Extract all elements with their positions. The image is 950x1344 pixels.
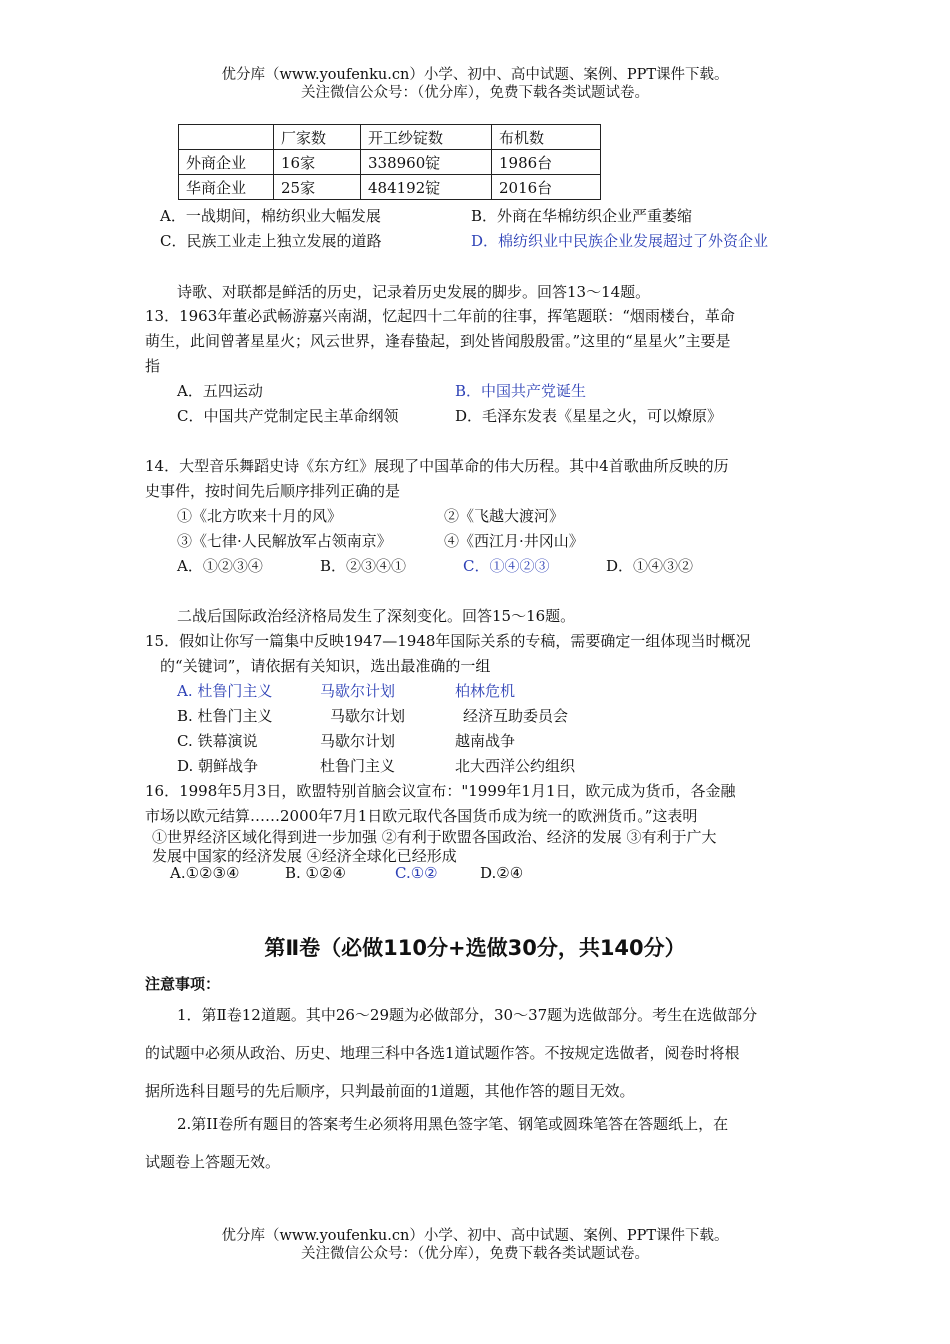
q14-option-d: D．①④③② [606,557,694,575]
header-line-1: 优分库（www.youfenku.cn）小学、初中、高中试题、案例、PPT课件下载。 [221,67,729,83]
notice-1-line-2: 的试题中必须从政治、历史、地理三科中各选1道试题作答。不按规定选做者，阅卷时将根 [145,1044,740,1062]
factory-comparison-table [178,124,601,200]
q15-option-d-term-1: D. 朝鲜战争 [177,757,259,775]
notice-2-line-2: 试题卷上答题无效。 [145,1153,281,1171]
q14-song-3: ③《七律·人民解放军占领南京》 [177,532,392,550]
q13-stem-line-3: 指 [145,357,161,375]
q13-option-d: D．毛泽东发表《星星之火，可以燎原》 [455,407,723,425]
table-cell: 华商企业 [179,175,274,200]
q14-song-1: ①《北方吹来十月的风》 [177,507,343,525]
q16-option-b: B. ①②④ [285,864,346,882]
q15-stem-line-2: 的“关键词”，请依据有关知识，选出最准确的一组 [160,657,491,675]
q14-stem-line-1: 14．大型音乐舞蹈史诗《东方红》展现了中国革命的伟大历程。其中4首歌曲所反映的历 [145,457,729,475]
notice-1-line-1: 1．第Ⅱ卷12道题。其中26～29题为必做部分，30～37题为选做部分。考生在选做部分 [177,1006,758,1024]
table-header-cell: 厂家数 [274,125,361,150]
q14-option-c-answer: C．①④②③ [463,557,550,575]
q16-option-a: A.①②③④ [170,864,240,882]
table-row [179,150,601,175]
q15-option-b-term-3: 经济互助委员会 [463,707,569,725]
q15-option-c-term-3: 越南战争 [455,732,516,750]
table-header-cell [179,125,274,150]
q14-stem-line-2: 史事件，按时间先后顺序排列正确的是 [145,482,401,500]
q14-song-4: ④《西江月·井冈山》 [444,532,584,550]
q15-option-a-term-1-answer: A. 杜鲁门主义 [177,682,273,700]
footer-line-2: 关注微信公众号：（优分库），免费下载各类试题试卷。 [301,1246,649,1262]
table-cell: 16家 [274,150,361,175]
q14-song-2: ②《飞越大渡河》 [444,507,565,525]
q15-option-d-term-2: 杜鲁门主义 [320,757,396,775]
table-cell: 1986台 [492,150,601,175]
q15-stem-line-1: 15．假如让你写一篇集中反映1947—1948年国际关系的专稿，需要确定一组体现当时概况 [145,632,751,650]
q13-option-a: A．五四运动 [177,382,263,400]
table-row [179,175,601,200]
q13-stem-line-2: 萌生，此间曾著星星火；风云世界，逢春蛰起，到处皆闻殷殷雷。”这里的“星星火”主要是 [145,332,731,350]
intro-15-16: 二战后国际政治经济格局发生了深刻变化。回答15～16题。 [177,607,576,625]
q12-option-c: C．民族工业走上独立发展的道路 [160,232,382,250]
notice-heading: 注意事项： [145,975,221,993]
q13-option-b-answer: B．中国共产党诞生 [455,382,587,400]
q15-option-c-term-2: 马歇尔计划 [320,732,396,750]
q14-option-b: B．②③④① [320,557,407,575]
table-header-cell: 开工纱锭数 [361,125,492,150]
q12-option-b: B．外商在华棉纺织企业严重萎缩 [471,207,693,225]
q16-stem-line-4: 发展中国家的经济发展 ④经济全球化已经形成 [152,847,457,865]
q15-option-d-term-3: 北大西洋公约组织 [455,757,576,775]
q15-option-c-term-1: C. 铁幕演说 [177,732,258,750]
q16-stem-line-2: 市场以欧元结算……2000年7月1日欧元取代各国货币成为统一的欧洲货币。”这表明 [145,807,698,825]
table-cell: 484192锭 [361,175,492,200]
q16-stem-line-3: ①世界经济区域化得到进一步加强 ②有利于欧盟各国政治、经济的发展 ③有利于广大 [152,828,717,846]
q15-option-b-term-1: B. 杜鲁门主义 [177,707,273,725]
q15-option-b-term-2: 马歇尔计划 [330,707,406,725]
q16-option-c-answer: C.①② [395,864,438,882]
table-cell: 338960锭 [361,150,492,175]
q13-option-c: C．中国共产党制定民主革命纲领 [177,407,399,425]
table-header-row [179,125,601,150]
q15-option-a-term-2-answer: 马歇尔计划 [320,682,396,700]
table-header-cell: 布机数 [492,125,601,150]
table-cell: 2016台 [492,175,601,200]
q14-option-a: A．①②③④ [177,557,263,575]
q12-option-a: A．一战期间，棉纺织业大幅发展 [160,207,381,225]
q13-stem-line-1: 13．1963年董必武畅游嘉兴南湖，忆起四十二年前的往事，挥笔题联：“烟雨楼台，革命 [145,307,735,325]
section-2-title: 第Ⅱ卷（必做110分+选做30分，共140分） [264,936,686,960]
table-cell: 25家 [274,175,361,200]
q16-stem-line-1: 16．1998年5月3日，欧盟特别首脑会议宣布："1999年1月1日，欧元成为货币，各金融 [145,782,736,800]
q16-option-d: D.②④ [480,864,524,882]
notice-1-line-3: 据所选科目题号的先后顺序，只判最前面的1道题，其他作答的题目无效。 [145,1082,635,1100]
q15-option-a-term-3-answer: 柏林危机 [455,682,516,700]
notice-2-line-1: 2.第II卷所有题目的答案考生必须将用黑色签字笔、钢笔或圆珠笔答在答题纸上，在 [177,1115,729,1133]
intro-13-14: 诗歌、对联都是鲜活的历史，记录着历史发展的脚步。回答13～14题。 [177,283,651,301]
footer-line-1: 优分库（www.youfenku.cn）小学、初中、高中试题、案例、PPT课件下载。 [221,1228,729,1244]
table-cell: 外商企业 [179,150,274,175]
q12-option-d-answer: D．棉纺织业中民族企业发展超过了外资企业 [471,232,769,250]
header-line-2: 关注微信公众号：（优分库），免费下载各类试题试卷。 [301,85,649,101]
